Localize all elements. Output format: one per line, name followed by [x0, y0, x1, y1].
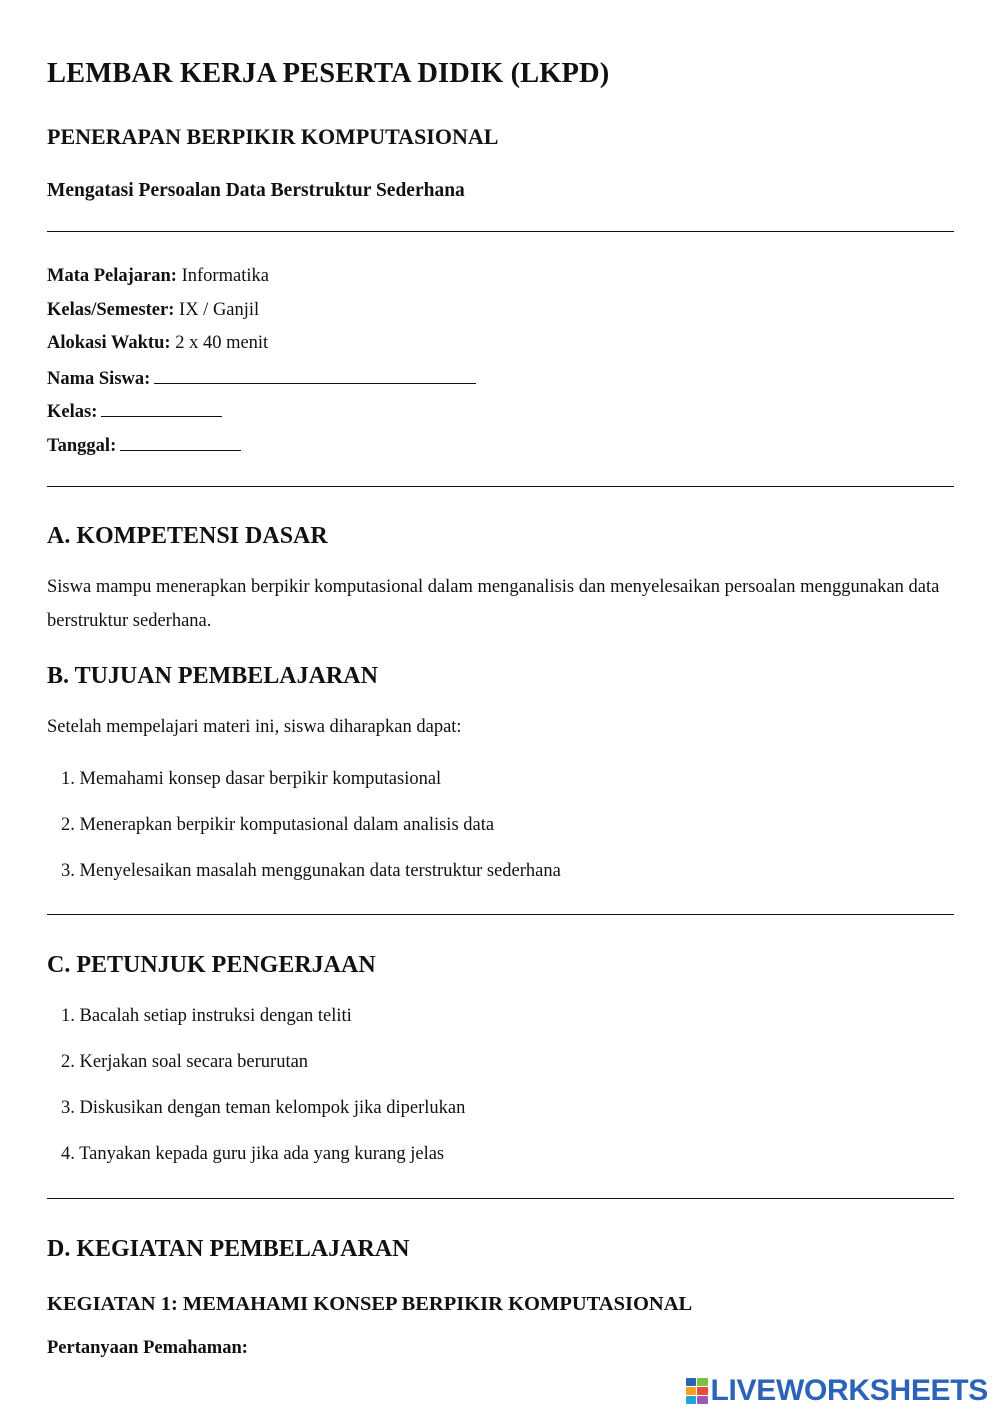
logo-tile — [697, 1378, 708, 1386]
identity-class-semester — [47, 296, 476, 330]
identity-value: IX / Ganjil — [179, 299, 260, 320]
date-blank[interactable] — [120, 430, 241, 451]
section-b-heading: B. TUJUAN PEMBELAJARAN — [47, 663, 378, 689]
student-name-blank[interactable] — [154, 363, 476, 384]
instructions-list — [47, 1001, 465, 1185]
logo-tile — [686, 1378, 697, 1386]
section-d-heading: D. KEGIATAN PEMBELAJARAN — [47, 1236, 410, 1262]
identity-label: Kelas: — [47, 402, 98, 422]
identity-student-name — [47, 363, 476, 397]
identity-value: 2 x 40 menit — [175, 333, 269, 353]
identity-block — [47, 262, 476, 463]
section-a-text: Siswa mampu menerapkan berpikir komputasional dalam menganalisis dan menyelesaikan persoalan menggunakan data berstruktur sederhana. — [47, 577, 940, 631]
divider — [47, 231, 954, 232]
identity-subject — [47, 262, 476, 296]
page-title: LEMBAR KERJA PESERTA DIDIK (LKPD) — [47, 58, 610, 89]
identity-label: Alokasi Waktu: — [47, 333, 171, 353]
identity-label: Mata Pelajaran: — [47, 266, 177, 286]
divider — [47, 914, 954, 915]
activity-title: KEGIATAN 1: MEMAHAMI KONSEP BERPIKIR KOMPUTASIONAL — [47, 1293, 693, 1315]
identity-label: Tanggal: — [47, 435, 117, 456]
divider — [47, 1198, 954, 1199]
watermark-text: LIVEWORKSHEETS — [710, 1374, 988, 1407]
logo-tile — [686, 1387, 697, 1395]
list-item: 3. Menyelesaikan masalah menggunakan data terstruktur sederhana — [61, 861, 561, 881]
identity-label: Kelas/Semester: — [47, 299, 175, 320]
logo-tile — [686, 1396, 697, 1404]
list-item: 3. Diskusikan dengan teman kelompok jika diperlukan — [61, 1098, 466, 1118]
list-item: 2. Menerapkan berpikir komputasional dalam analisis data — [61, 815, 495, 835]
liveworksheets-watermark[interactable] — [686, 1371, 989, 1411]
divider — [47, 486, 954, 487]
identity-date — [47, 430, 476, 464]
list-item: 1. Memahami konsep dasar berpikir komputasional — [61, 769, 442, 789]
page-topic: Mengatasi Persoalan Data Berstruktur Sederhana — [47, 180, 465, 201]
objectives-list — [47, 764, 561, 902]
logo-tile — [697, 1396, 708, 1404]
section-c-heading: C. PETUNJUK PENGERJAAN — [47, 952, 376, 978]
list-item: 1. Bacalah setiap instruksi dengan teliti — [61, 1006, 352, 1026]
logo-tile — [697, 1387, 708, 1395]
list-item: 2. Kerjakan soal secara berurutan — [61, 1052, 309, 1072]
question-label: Pertanyaan Pemahaman: — [47, 1338, 248, 1358]
liveworksheets-logo-icon — [686, 1378, 708, 1404]
page-subtitle: PENERAPAN BERPIKIR KOMPUTASIONAL — [47, 124, 499, 149]
section-a-heading: A. KOMPETENSI DASAR — [47, 523, 328, 549]
identity-class — [47, 396, 476, 430]
section-b-intro: Setelah mempelajari materi ini, siswa diharapkan dapat: — [47, 717, 462, 737]
list-item: 4. Tanyakan kepada guru jika ada yang kurang jelas — [61, 1144, 445, 1164]
class-blank[interactable] — [101, 396, 222, 417]
identity-value: Informatika — [181, 266, 269, 286]
identity-time — [47, 329, 476, 363]
identity-label: Nama Siswa: — [47, 368, 151, 389]
